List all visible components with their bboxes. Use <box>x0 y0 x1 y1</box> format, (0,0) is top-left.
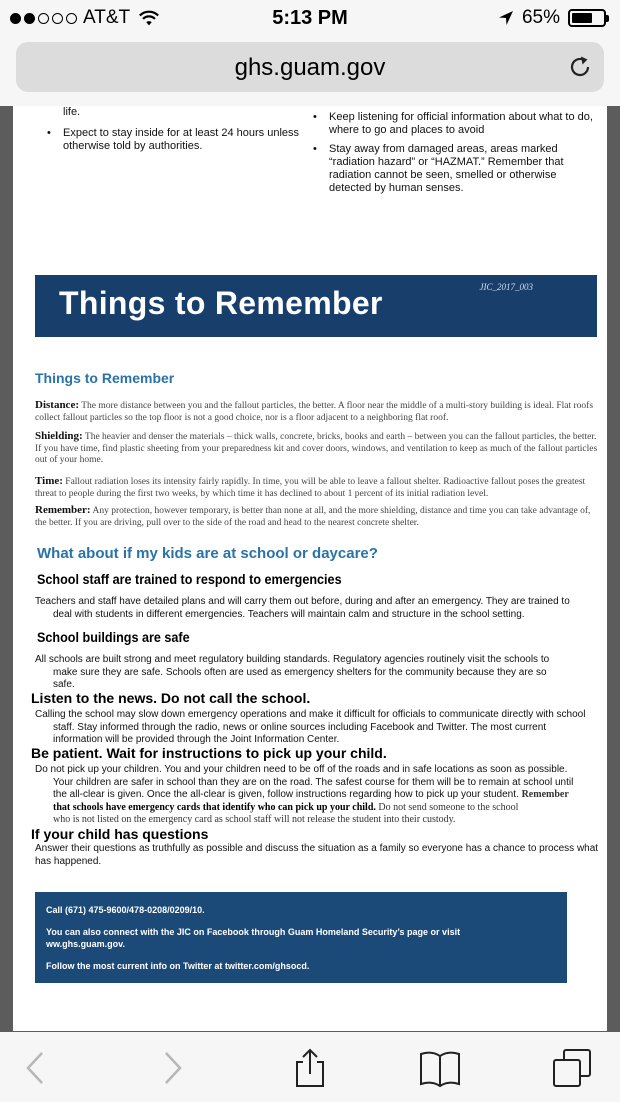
buildings-paragraph <box>35 654 601 692</box>
patient-heading: Be patient. Wait for instructions to pick up your child. <box>31 745 387 761</box>
buildings-line: safe. <box>53 679 75 690</box>
page1-bullet: • Keep listening for official information about what to do, where to go and places to avoid <box>309 111 597 137</box>
bookmarks-icon[interactable] <box>418 1048 462 1088</box>
tabs-button[interactable] <box>550 1048 594 1088</box>
page1-fragment: life. <box>63 106 81 118</box>
page1-right-column <box>309 111 597 201</box>
news-paragraph <box>35 709 601 747</box>
page1-bullet <box>43 127 313 153</box>
questions-line: Answer their questions as truthfully as possible and discuss the situation as a family so everyone has a chance to process what <box>35 843 599 854</box>
staff-heading: School staff are trained to respond to emergencies <box>37 571 342 587</box>
bookmarks-button[interactable] <box>418 1048 462 1088</box>
shielding-label: Shielding: <box>35 430 83 442</box>
news-line: information will be provided through the Joint Information Center. <box>53 734 340 745</box>
page1-left-column <box>43 106 313 159</box>
distance-paragraph <box>35 400 601 424</box>
share-button[interactable] <box>288 1048 332 1088</box>
contact-box <box>35 892 567 983</box>
news-heading: Listen to the news. Do not call the school. <box>31 690 311 706</box>
address-bar[interactable] <box>16 42 604 92</box>
patient-line: Your children are safer in school than they are on the road. The safest course for them will be to remain at school until <box>53 776 574 788</box>
location-arrow-icon <box>498 10 514 26</box>
distance-label: Distance: <box>35 399 79 411</box>
patient-line-text: the all-clear is given. Once the all-clear is given, follow instructions regarding how to pick up your student. <box>53 789 519 800</box>
buildings-heading: School buildings are safe <box>37 629 190 645</box>
contact-phone: Call (671) 475-9600/478-0208/0209/10. <box>46 905 205 915</box>
carrier-name: AT&T <box>83 7 131 28</box>
time-text: Fallout radiation loses its intensity fairly rapidly. In time, you will be able to leave a fallout shelter. Radioactive fallout poses the greatest threat to people during the first two weeks, by which time it has declined to about 1 percent of its initial radiation level. <box>35 477 586 499</box>
news-line: staff. Stay informed through the radio, news or online sources including Facebook and Twitter. The most current <box>53 721 547 733</box>
browser-address-area <box>0 36 620 106</box>
time-label: Time: <box>35 475 63 487</box>
url-text[interactable]: ghs.guam.gov <box>234 54 386 81</box>
patient-paragraph <box>35 764 601 827</box>
forward-arrow-icon[interactable] <box>150 1048 194 1088</box>
patient-line: Do not pick up your children. You and your children need to be off of the roads and in safe locations as soon as possible. <box>35 764 568 775</box>
battery-icon <box>568 9 606 27</box>
status-time: 5:13 PM <box>272 7 348 29</box>
forward-button[interactable] <box>150 1048 194 1088</box>
remember-paragraph <box>35 505 601 529</box>
remember-text: Any protection, however temporary, is better than none at all, and the more shielding, distance and time you can take advantage of, the better. If you are driving, pull over to the side of the road and head to the nearest concrete shelter. <box>35 506 591 528</box>
back-button[interactable] <box>14 1048 58 1088</box>
contact-twitter: Follow the most current info on Twitter at twitter.com/ghsocd. <box>46 961 310 971</box>
questions-line: has happened. <box>35 855 102 867</box>
remember-heading: Things to Remember <box>35 370 175 386</box>
distance-text: The more distance between you and the fallout particles, the better. A floor near the middle of a multi-story building is ideal. Flat roofs collect fallout particles so the top floor is not a good choice, nor is a floor adjacent to a neighboring flat roof. <box>35 401 594 423</box>
pdf-viewport[interactable] <box>0 106 620 1032</box>
shielding-text: The heavier and denser the materials – thick walls, concrete, bricks, books and earth – between you can the fallout particles, the better. If you have time, find plastic sheeting from your preparedness kit and cover doors, windows, and ventilation to keep as much of the fallout particles out of your home. <box>35 432 598 465</box>
title-banner <box>35 275 597 337</box>
buildings-line: All schools are built strong and meet regulatory building standards. Regulatory agencies routinely visit the schools to <box>35 654 550 665</box>
patient-line <box>35 802 601 815</box>
reload-icon[interactable] <box>568 55 592 79</box>
staff-line: Teachers and staff have detailed plans and will carry them out before, during and after an emergency. They are trained to <box>35 596 570 607</box>
browser-toolbar <box>0 1032 620 1102</box>
time-paragraph <box>35 476 601 500</box>
battery-percent: 65% <box>521 7 560 28</box>
page1-bullet-text: Expect to stay inside for at least 24 hours unless <box>63 127 300 139</box>
buildings-line: make sure they are safe. Schools often are used as emergency shelters for the community because they are so <box>53 666 547 678</box>
contact-website: ww.ghs.guam.gov. <box>46 939 126 949</box>
status-bar <box>0 0 620 36</box>
tabs-icon[interactable] <box>550 1048 594 1088</box>
staff-paragraph <box>35 596 601 621</box>
banner-code: JIC_2017_003 <box>479 282 533 292</box>
share-icon[interactable] <box>288 1048 332 1088</box>
back-arrow-icon[interactable] <box>14 1048 58 1088</box>
status-right <box>498 7 606 29</box>
contact-facebook: You can also connect with the JIC on Facebook through Guam Homeland Security’s page or visit <box>46 927 461 937</box>
questions-heading: If your child has questions <box>31 826 209 842</box>
patient-bold: that schools have emergency cards that identify who can pick up your child. <box>53 801 376 813</box>
staff-line: deal with students in different emergencies. Teachers will maintain calm and structure in the school setting. <box>53 608 525 620</box>
page1-bullet-text-cont: otherwise told by authorities. <box>63 140 203 152</box>
patient-line: who is not listed on the emergency card as school staff will not release the student into their custody. <box>53 814 456 825</box>
pdf-page-2 <box>13 241 607 1031</box>
news-line: Calling the school may slow down emergency operations and make it difficult for officials to communicate directly with school <box>35 709 586 720</box>
banner-title: Things to Remember <box>59 285 383 321</box>
remember-label: Remember: <box>35 504 91 516</box>
kids-heading: What about if my kids are at school or daycare? <box>37 545 378 562</box>
patient-line <box>35 789 601 802</box>
page1-bullet: • Stay away from damaged areas, areas marked “radiation hazard” or “HAZMAT.” Remember that radiation cannot be seen, smelled or otherwise detected by human senses. <box>309 143 597 195</box>
patient-bold: Remember <box>521 789 569 800</box>
questions-paragraph <box>35 843 601 868</box>
patient-line-text: Do not send someone to the school <box>378 801 519 813</box>
shielding-paragraph <box>35 431 601 467</box>
